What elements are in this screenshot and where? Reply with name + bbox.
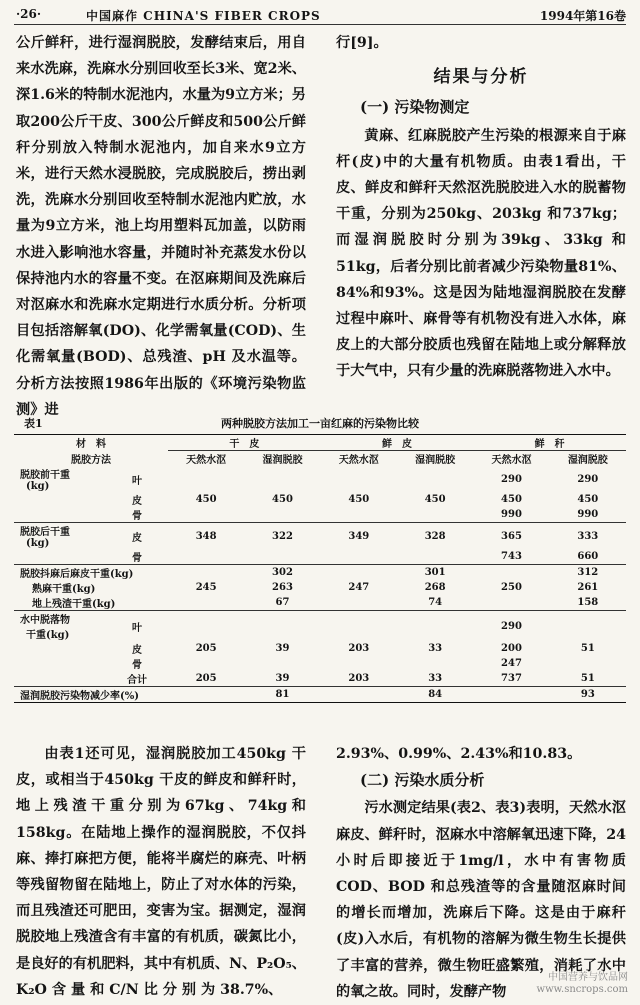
left-column-bottom	[16, 741, 306, 1003]
row-label	[14, 507, 106, 523]
watermark-line: 中国营养与饮品网	[548, 972, 628, 983]
table-row	[14, 507, 626, 523]
row-label	[14, 641, 106, 656]
table-header-cell: 鲜 皮	[321, 435, 474, 451]
table-cell: 33	[428, 643, 443, 654]
right-column-bottom	[336, 741, 626, 1005]
paragraph: 由表1还可见，湿润脱胶加工450kg 干皮，或相当于450kg 干皮的鲜皮和鲜秆时，地上残渣干重分别为67kg、74kg和158kg。在陆地上操作的湿润脱胶，不仅抖麻、捧打麻把方便，能将半腐烂的麻壳、叶柄等残留物留在陆地上，防止了对水体的污染，而且残渣还可肥田，变害为宝。据测定，湿润脱胶地上残渣含有丰富的有机质，碳氮比小，是良好的有机肥料，其中有机质、N、P₂O₅、K₂O 含 量 和 C/N 比 分 别 为 38.7%、	[16, 746, 306, 998]
row-label	[14, 656, 106, 671]
table-cell: 247	[501, 658, 522, 669]
row-part: 叶	[132, 622, 142, 634]
row-label-unit: (kg)	[26, 481, 50, 492]
row-label	[14, 671, 106, 687]
table-header-row	[14, 435, 626, 451]
table-cell: 365	[501, 530, 522, 542]
table-cell: 990	[577, 509, 599, 520]
table-header-cell: 材 料	[76, 439, 106, 451]
table-cell: 348	[195, 530, 217, 542]
table-cell: 205	[195, 673, 217, 684]
table-cell: 203	[348, 673, 370, 684]
table-header-cell: 天然水沤	[186, 455, 227, 466]
section-heading: 结果与分析	[433, 67, 529, 88]
table-row	[14, 492, 626, 507]
table-cell: 84	[428, 689, 443, 700]
row-label	[14, 611, 106, 642]
table-cell: 200	[501, 643, 522, 654]
continuation-text: 行[9]。	[336, 35, 388, 51]
row-part: 皮	[132, 496, 142, 507]
table-cell	[473, 595, 549, 611]
table-caption	[14, 415, 626, 433]
table-cell: 660	[577, 551, 599, 562]
table-header-cell: 鲜 秆	[473, 435, 626, 451]
table-cell: 51	[580, 673, 595, 684]
table-cell: 450	[501, 494, 522, 505]
table-cell: 93	[580, 689, 595, 700]
table-row	[14, 523, 626, 550]
row-part: 骨	[132, 660, 142, 671]
journal-name: 中国麻作 CHINA'S FIBER CROPS	[86, 9, 321, 23]
table-cell	[168, 549, 244, 565]
header-rule	[14, 24, 626, 25]
table-title: 两种脱胶方法加工一亩红麻的污染物比较	[221, 417, 419, 430]
table-cell: 290	[501, 473, 522, 485]
table-cell	[473, 687, 549, 703]
subsection-heading: (二) 污染水质分析	[360, 771, 485, 790]
table-cell: 333	[577, 530, 599, 542]
table-cell	[321, 507, 397, 523]
table-cell: 328	[424, 530, 446, 542]
table-header-row	[14, 451, 626, 467]
row-label-main: 水中脱落物	[20, 615, 70, 626]
table-cell	[321, 466, 397, 492]
table-cell	[168, 656, 244, 671]
table-cell: 203	[348, 643, 370, 654]
table-row	[14, 466, 626, 492]
table-cell: 302	[272, 567, 293, 578]
table-cell	[244, 466, 320, 492]
row-label: 熟麻干重(kg)	[32, 584, 96, 595]
row-label: 脱胶抖麻后麻皮干重(kg)	[20, 569, 134, 580]
table-header-cell: 干 皮	[168, 435, 321, 451]
table-cell	[397, 549, 473, 565]
table-cell: 312	[577, 567, 599, 578]
table-cell	[397, 466, 473, 492]
paragraph: 公斤鲜秆，进行湿润脱胶，发酵结束后，用自来水洗麻，洗麻水分别回收至长3米、宽2米、深1.6米的特制水泥池内，水量为9立方米；另取200公斤干皮、300公斤鲜皮和500公斤鲜秆分别放入特制水泥池内，加自来水9立方米，进行天然水浸脱胶，完成脱胶后，捞出剥洗，洗麻水分别回收至特制水泥池内贮放，水量为9立方米，池上均用塑料瓦加盖，以防雨水进入影响池水容量，并随时补充蒸发水份以保持池内水的容量不变。在沤麻期间及洗麻后对沤麻水和洗麻水定期进行水质分析。分析项目包括溶解氧(DO)、化学需氧量(COD)、生化需氧量(BOD)、总残渣、pH 及水温等。分析方法按照1986年出版的《环境污染物监测》进	[16, 35, 306, 418]
row-part: 骨	[132, 511, 142, 522]
table-cell	[168, 611, 244, 642]
table-cell	[550, 611, 626, 642]
table-cell	[168, 507, 244, 523]
watermark	[537, 972, 628, 996]
row-label	[14, 466, 106, 492]
table-cell: 268	[424, 582, 446, 593]
table-cell: 263	[272, 582, 293, 593]
table-cell: 33	[428, 673, 443, 684]
table-cell: 51	[580, 643, 595, 654]
table-cell: 450	[272, 494, 293, 505]
table-cell	[321, 656, 397, 671]
row-part: 皮	[132, 645, 142, 656]
table-cell	[550, 656, 626, 671]
table-cell: 301	[424, 567, 446, 578]
table-cell: 247	[348, 582, 370, 593]
table-cell: 450	[577, 494, 599, 505]
table-cell: 450	[348, 494, 370, 505]
table-cell	[244, 549, 320, 565]
table-cell	[168, 565, 244, 581]
table-row	[14, 565, 626, 581]
table-cell: 450	[424, 494, 446, 505]
table-header-cell: 湿润脱胶	[415, 455, 456, 466]
row-label-unit: (kg)	[26, 538, 50, 549]
table-cell: 450	[195, 494, 217, 505]
row-part: 皮	[132, 532, 142, 544]
table-row	[14, 611, 626, 642]
table-cell: 250	[501, 582, 522, 593]
table-row	[14, 549, 626, 565]
table-cell: 990	[501, 509, 522, 520]
page-number: ·26·	[16, 7, 42, 21]
table-cell	[321, 595, 397, 611]
table-header-cell: 天然水沤	[338, 455, 379, 466]
table-row	[14, 687, 626, 703]
table-cell: 81	[275, 689, 290, 700]
table-cell	[244, 611, 320, 642]
row-label: 地上残渣干重(kg)	[32, 599, 116, 610]
row-label-unit: 干重(kg)	[26, 630, 70, 641]
table-header-cell: 天然水沤	[491, 455, 532, 466]
table-cell: 67	[275, 597, 290, 608]
table-cell: 737	[501, 673, 522, 684]
paragraph: 黄麻、红麻脱胶产生污染的根源来自于麻杆(皮)中的大量有机物质。由表1看出，干皮、鲜皮和鲜秆天然沤洗脱胶进入水的脱蓄物干重，分别为250kg、203kg 和737kg；而湿润脱胶时分别为39kg、33kg 和51kg，后者分别比前者减少污染物量81%、84%和93%。这是因为陆地湿润脱胶在发酵过程中麻叶、麻骨等有机物没有进入水体，麻皮上的大部分胶质也残留在陆地上或分解释放于大气中，只有少量的洗麻脱落物进入水中。	[336, 127, 626, 380]
row-label: 湿润脱胶污染物减少率(%)	[20, 691, 139, 702]
row-label	[14, 549, 106, 565]
table-cell: 205	[195, 643, 217, 654]
table-cell: 743	[501, 551, 522, 562]
table-cell	[473, 565, 549, 581]
table-cell: 290	[501, 620, 522, 632]
watermark-line: www.sncrops.com	[536, 984, 628, 995]
table-cell	[397, 507, 473, 523]
table-row	[14, 641, 626, 656]
table-cell: 290	[577, 473, 599, 485]
table-cell	[244, 656, 320, 671]
running-header	[16, 4, 626, 26]
row-part: 合计	[127, 675, 147, 686]
left-column-top	[16, 30, 306, 423]
table-header-cell: 脱胶方法	[71, 454, 111, 466]
table-cell	[397, 611, 473, 642]
row-label-main: 脱胶前干重	[20, 470, 70, 481]
right-column-top	[336, 30, 626, 385]
row-label-main: 脱胶后干重	[20, 527, 70, 538]
table-header-cell: 湿润脱胶	[262, 455, 303, 466]
table-row	[14, 671, 626, 687]
data-table	[14, 434, 626, 703]
issue-label: 1994年第16卷	[539, 9, 626, 23]
table-cell	[321, 611, 397, 642]
table-number: 表1	[24, 417, 43, 430]
table-cell	[397, 656, 473, 671]
row-label	[14, 492, 106, 507]
table-row	[14, 580, 626, 595]
table-row	[14, 656, 626, 671]
table-cell: 39	[275, 673, 290, 684]
table-cell	[321, 565, 397, 581]
table-cell: 245	[195, 582, 217, 593]
table-cell: 74	[428, 597, 443, 608]
table-cell: 322	[272, 530, 293, 542]
table-row	[14, 595, 626, 611]
continuation-text: 2.93%、0.99%、2.43%和10.83。	[336, 746, 582, 762]
row-part: 骨	[132, 553, 142, 564]
table-cell	[321, 549, 397, 565]
table-cell: 158	[577, 597, 599, 608]
table-cell	[168, 595, 244, 611]
table-cell: 349	[348, 530, 370, 542]
table-cell	[244, 507, 320, 523]
row-part: 叶	[132, 475, 142, 487]
subsection-heading: (一) 污染物测定	[360, 98, 470, 117]
table-header-cell: 湿润脱胶	[567, 455, 608, 466]
table-cell	[168, 466, 244, 492]
table-cell	[168, 687, 244, 703]
table-cell: 261	[577, 582, 599, 593]
table-cell	[321, 687, 397, 703]
row-label	[14, 523, 106, 550]
table-cell: 39	[275, 643, 290, 654]
paragraph: 污水测定结果(表2、表3)表明，天然水沤麻皮、鲜秆时，沤麻水中溶解氧迅速下降，24小时后即接近于1mg/l，水中有害物质COD、BOD 和总残渣等的含量随沤麻时间的增长而增加，洗麻后下降。这是由于麻秆(皮)入水后，有机物的溶解为微生物生长提供了丰富的营养，微生物旺盛繁殖，消耗了水中的氧之故。同时，发酵产物	[336, 800, 626, 1000]
